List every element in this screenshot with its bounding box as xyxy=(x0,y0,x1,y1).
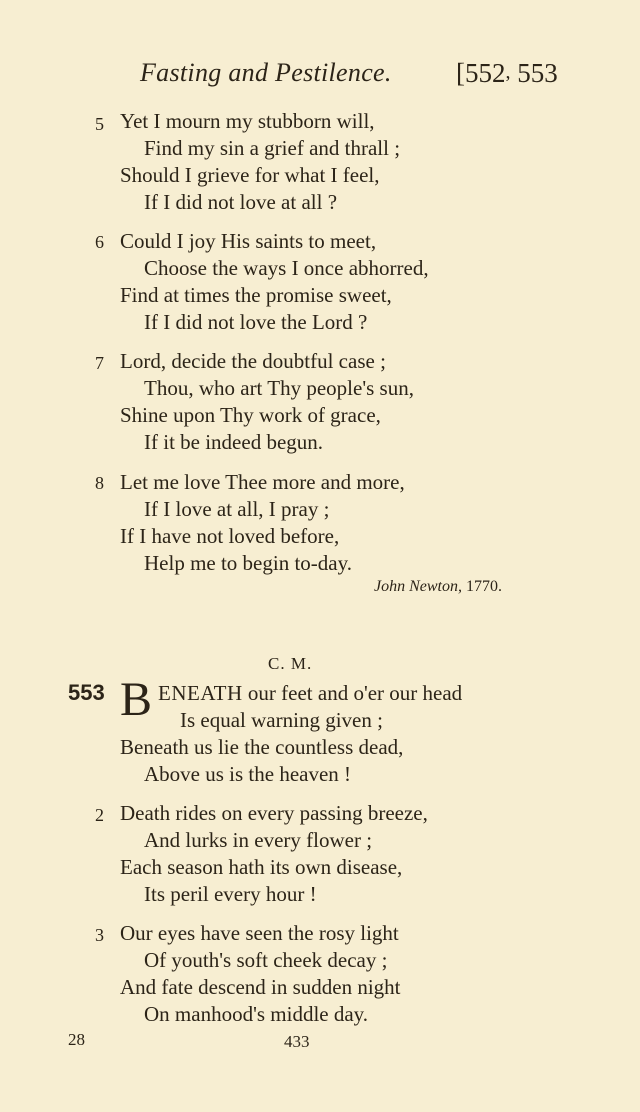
verse-number: 6 xyxy=(95,232,104,252)
hymn-range-end: 553 xyxy=(517,58,558,88)
verse-line: Each season hath its own disease, xyxy=(120,855,403,879)
verse-line: Beneath us lie the countless dead, xyxy=(120,735,404,759)
verse-line: And lurks in every flower ; xyxy=(144,828,373,852)
verse-line: If I love at all, I pray ; xyxy=(144,497,330,521)
hymn-range-separator: , xyxy=(505,61,511,83)
author-year: 1770. xyxy=(466,578,502,595)
verse-line: Is equal warning given ; xyxy=(180,708,383,732)
hymn-number-range xyxy=(456,58,558,89)
first-line-rest: our feet and o'er our head xyxy=(242,681,463,705)
verse-line: Find at times the promise sweet, xyxy=(120,283,392,307)
verse-line: On manhood's middle day. xyxy=(144,1002,369,1026)
signature-mark: 28 xyxy=(68,1030,85,1049)
hymn-attribution xyxy=(374,578,502,596)
verse-line: If I have not loved before, xyxy=(120,524,340,548)
running-title: Fasting and Pestilence. xyxy=(140,58,392,87)
verse-line: Thou, who art Thy people's sun, xyxy=(144,376,414,400)
author-name: John Newton, xyxy=(374,578,462,595)
verse-line: Above us is the heaven ! xyxy=(144,762,352,786)
hymn-number: 553 xyxy=(68,680,105,705)
verse-line: Shine upon Thy work of grace, xyxy=(120,403,381,427)
first-line-caps: ENEATH xyxy=(158,681,243,705)
meter-label: C. M. xyxy=(268,654,313,673)
hymn-range-start: [552 xyxy=(456,58,506,88)
verse-line: Lord, decide the doubtful case ; xyxy=(120,349,386,373)
verse-line: Should I grieve for what I feel, xyxy=(120,163,380,187)
verse-line: Could I joy His saints to meet, xyxy=(120,229,377,253)
verse-number: 7 xyxy=(95,353,104,373)
verse-number: 2 xyxy=(95,805,104,825)
verse-line: If I did not love at all ? xyxy=(144,190,338,214)
drop-cap: B xyxy=(120,673,153,726)
verse-line: If it be indeed begun. xyxy=(144,430,324,454)
verse-line: Our eyes have seen the rosy light xyxy=(120,921,399,945)
verse-line: Find my sin a grief and thrall ; xyxy=(144,136,401,160)
verse-line: Choose the ways I once abhorred, xyxy=(144,256,429,280)
verse-line: Help me to begin to-day. xyxy=(144,551,353,575)
verse-number: 5 xyxy=(95,114,104,134)
verse-line: If I did not love the Lord ? xyxy=(144,310,368,334)
page-number: 433 xyxy=(284,1032,310,1051)
verse-line: Death rides on every passing breeze, xyxy=(120,801,428,825)
first-line xyxy=(158,680,462,706)
verse-number: 3 xyxy=(95,925,104,945)
verse-number: 8 xyxy=(95,473,104,493)
verse-line: Of youth's soft cheek decay ; xyxy=(144,948,388,972)
verse-line: Its peril every hour ! xyxy=(144,882,317,906)
verse-line: Let me love Thee more and more, xyxy=(120,470,405,494)
verse-line: Yet I mourn my stubborn will, xyxy=(120,109,375,133)
verse-line: And fate descend in sudden night xyxy=(120,975,401,999)
